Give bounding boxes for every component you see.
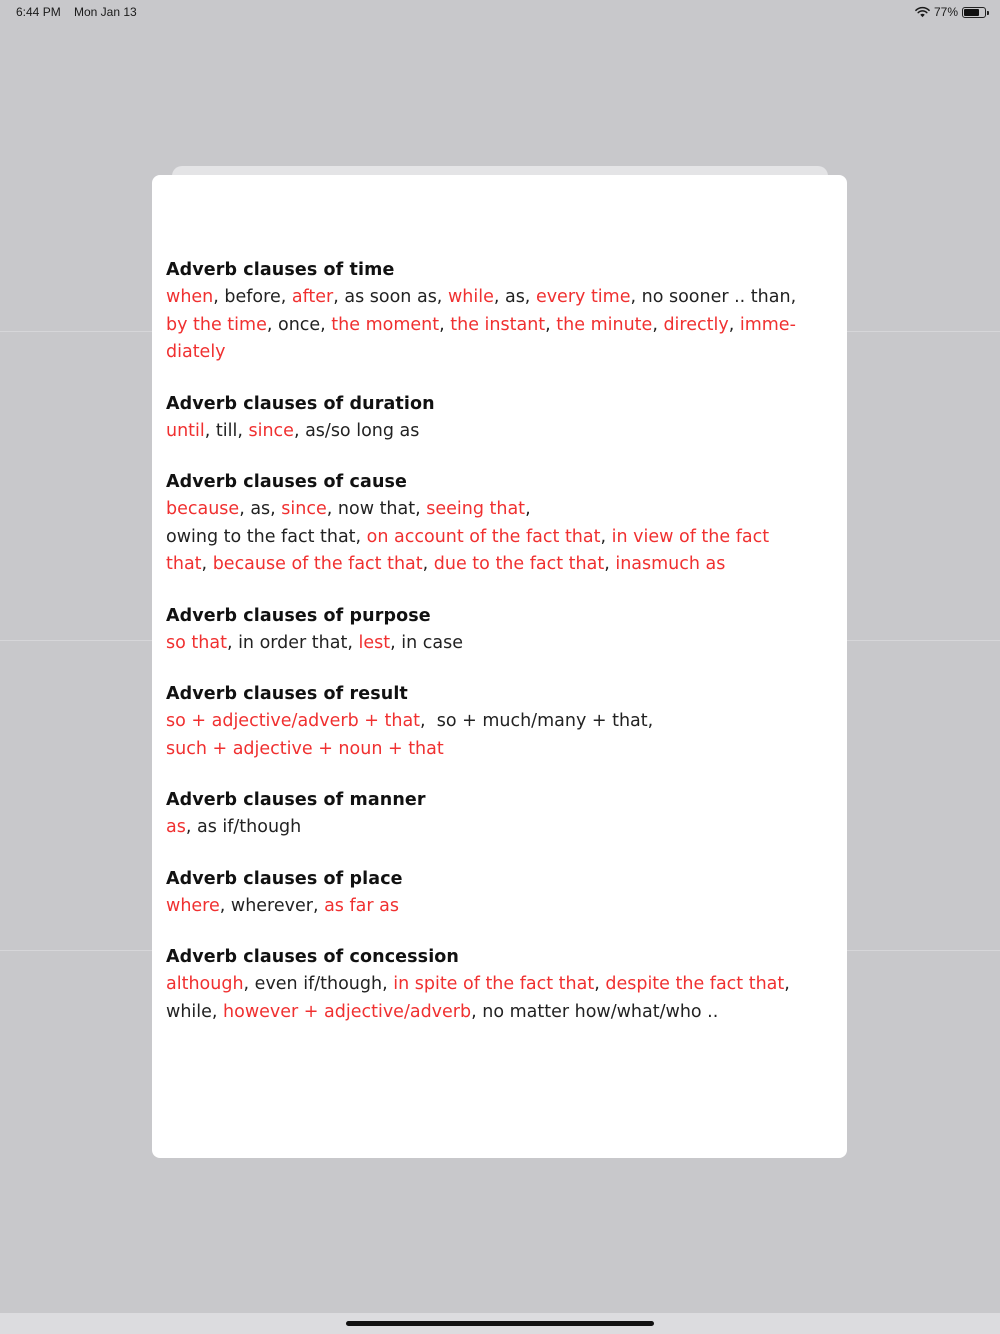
conjunction-text: owing to the fact that, xyxy=(166,526,367,547)
clause-section xyxy=(166,787,833,842)
section-body xyxy=(166,630,833,658)
conjunction-text: while, xyxy=(166,1001,224,1022)
wifi-icon xyxy=(915,6,930,18)
section-body xyxy=(166,893,833,921)
section-body xyxy=(166,418,833,446)
conjunction-highlight: as far as xyxy=(324,895,399,916)
body-line xyxy=(166,971,833,999)
conjunction-text: , xyxy=(594,974,606,994)
conjunction-text: , till, xyxy=(204,420,249,441)
clause-section xyxy=(166,681,833,763)
sections-list xyxy=(166,257,833,1026)
section-title: Adverb clauses of duration xyxy=(166,393,435,414)
conjunction-highlight: after xyxy=(291,287,334,307)
clause-section xyxy=(166,603,833,658)
conjunction-highlight: imme- xyxy=(739,314,796,335)
conjunction-highlight: until xyxy=(166,420,205,441)
conjunction-highlight: inasmuch as xyxy=(615,554,726,574)
conjunction-text: , xyxy=(604,554,616,574)
conjunction-highlight: in spite of the fact that xyxy=(393,974,595,994)
body-line xyxy=(166,814,833,842)
section-body xyxy=(166,814,833,842)
conjunction-highlight: every time xyxy=(535,287,631,307)
section-body xyxy=(166,284,833,367)
conjunction-highlight: diately xyxy=(166,342,226,362)
conjunction-highlight: so that xyxy=(166,632,227,653)
conjunction-text: , xyxy=(728,314,740,335)
conjunction-highlight: because xyxy=(166,499,240,519)
body-line xyxy=(166,524,833,552)
conjunction-highlight: when xyxy=(166,287,214,307)
body-line xyxy=(166,339,833,367)
conjunction-text: , xyxy=(439,314,451,335)
conjunction-highlight: due to the fact that xyxy=(433,554,605,574)
conjunction-highlight: seeing that xyxy=(426,499,526,519)
section-title: Adverb clauses of result xyxy=(166,684,408,704)
status-right xyxy=(915,4,986,20)
conjunction-text: , so + much/many + that, xyxy=(420,711,654,731)
conjunction-highlight: that xyxy=(166,554,202,574)
conjunction-highlight: although xyxy=(166,974,244,994)
battery-icon xyxy=(962,7,986,18)
conjunction-highlight: in view of the fact xyxy=(611,526,770,547)
conjunction-highlight: the minute xyxy=(556,314,653,335)
conjunction-text: , xyxy=(545,314,557,335)
conjunction-text: , now that, xyxy=(326,499,427,519)
conjunction-highlight: on account of the fact that xyxy=(366,526,601,547)
clause-section xyxy=(166,944,833,1026)
conjunction-highlight: as xyxy=(166,817,186,837)
conjunction-text: , as soon as, xyxy=(333,287,448,307)
conjunction-text: , even if/though, xyxy=(243,974,394,994)
conjunction-highlight: while xyxy=(447,287,494,307)
status-time: 6:44 PM xyxy=(16,5,61,19)
conjunction-text: , no matter how/what/who .. xyxy=(471,1001,719,1022)
conjunction-text: , as, xyxy=(239,499,282,519)
section-body xyxy=(166,496,833,579)
body-line xyxy=(166,893,833,921)
section-body xyxy=(166,708,833,763)
body-line xyxy=(166,496,833,524)
conjunction-text: , as if/though xyxy=(185,817,302,837)
conjunction-highlight: such + adjective + noun + that xyxy=(166,738,444,759)
conjunction-text: , xyxy=(652,314,664,335)
home-indicator[interactable] xyxy=(346,1321,654,1326)
body-line xyxy=(166,284,833,312)
body-line xyxy=(166,708,833,736)
conjunction-highlight: despite the fact that xyxy=(605,974,785,994)
clause-section xyxy=(166,469,833,579)
conjunction-highlight: lest xyxy=(358,632,391,653)
conjunction-text: , in order that, xyxy=(226,632,359,653)
body-line xyxy=(166,999,833,1027)
body-line xyxy=(166,736,833,764)
conjunction-text: , in case xyxy=(390,632,463,653)
conjunction-highlight: directly xyxy=(663,314,729,335)
section-title: Adverb clauses of manner xyxy=(166,790,426,810)
conjunction-text: , xyxy=(201,554,213,574)
conjunction-text: , as, xyxy=(493,287,536,307)
conjunction-text: , as/so long as xyxy=(293,420,420,441)
modal-card xyxy=(152,175,847,1158)
conjunction-highlight: since xyxy=(281,499,327,519)
section-title: Adverb clauses of concession xyxy=(166,947,459,967)
conjunction-text: , xyxy=(525,499,531,519)
conjunction-highlight: where xyxy=(166,895,220,916)
body-line xyxy=(166,418,833,446)
status-date: Mon Jan 13 xyxy=(74,5,137,19)
section-title: Adverb clauses of cause xyxy=(166,472,407,492)
conjunction-highlight: so + adjective/adverb + that xyxy=(166,711,421,731)
conjunction-highlight: because of the fact that xyxy=(212,554,423,574)
battery-percent: 77% xyxy=(933,5,958,19)
conjunction-highlight: by the time xyxy=(166,314,267,335)
battery-nub xyxy=(987,11,989,15)
section-title: Adverb clauses of place xyxy=(166,868,403,889)
section-body xyxy=(166,971,833,1026)
section-title: Adverb clauses of purpose xyxy=(166,605,431,626)
clause-section xyxy=(166,391,833,446)
body-line xyxy=(166,551,833,579)
status-bar xyxy=(0,0,1000,24)
conjunction-text: , xyxy=(422,554,434,574)
conjunction-text: , before, xyxy=(213,287,292,307)
body-line xyxy=(166,312,833,340)
conjunction-text: , xyxy=(784,974,790,994)
conjunction-text: , once, xyxy=(266,314,332,335)
conjunction-text: , no sooner .. than, xyxy=(630,287,797,307)
conjunction-text: , xyxy=(600,526,612,547)
clause-section xyxy=(166,257,833,367)
conjunction-highlight: the instant xyxy=(450,314,546,335)
conjunction-highlight: the moment xyxy=(331,314,440,335)
conjunction-highlight: however + adjective/adverb xyxy=(223,1001,472,1022)
battery-fill xyxy=(964,9,979,16)
conjunction-text: , wherever, xyxy=(219,895,325,916)
conjunction-highlight: since xyxy=(248,420,294,441)
section-title: Adverb clauses of time xyxy=(166,260,395,280)
clause-section xyxy=(166,866,833,921)
body-line xyxy=(166,630,833,658)
